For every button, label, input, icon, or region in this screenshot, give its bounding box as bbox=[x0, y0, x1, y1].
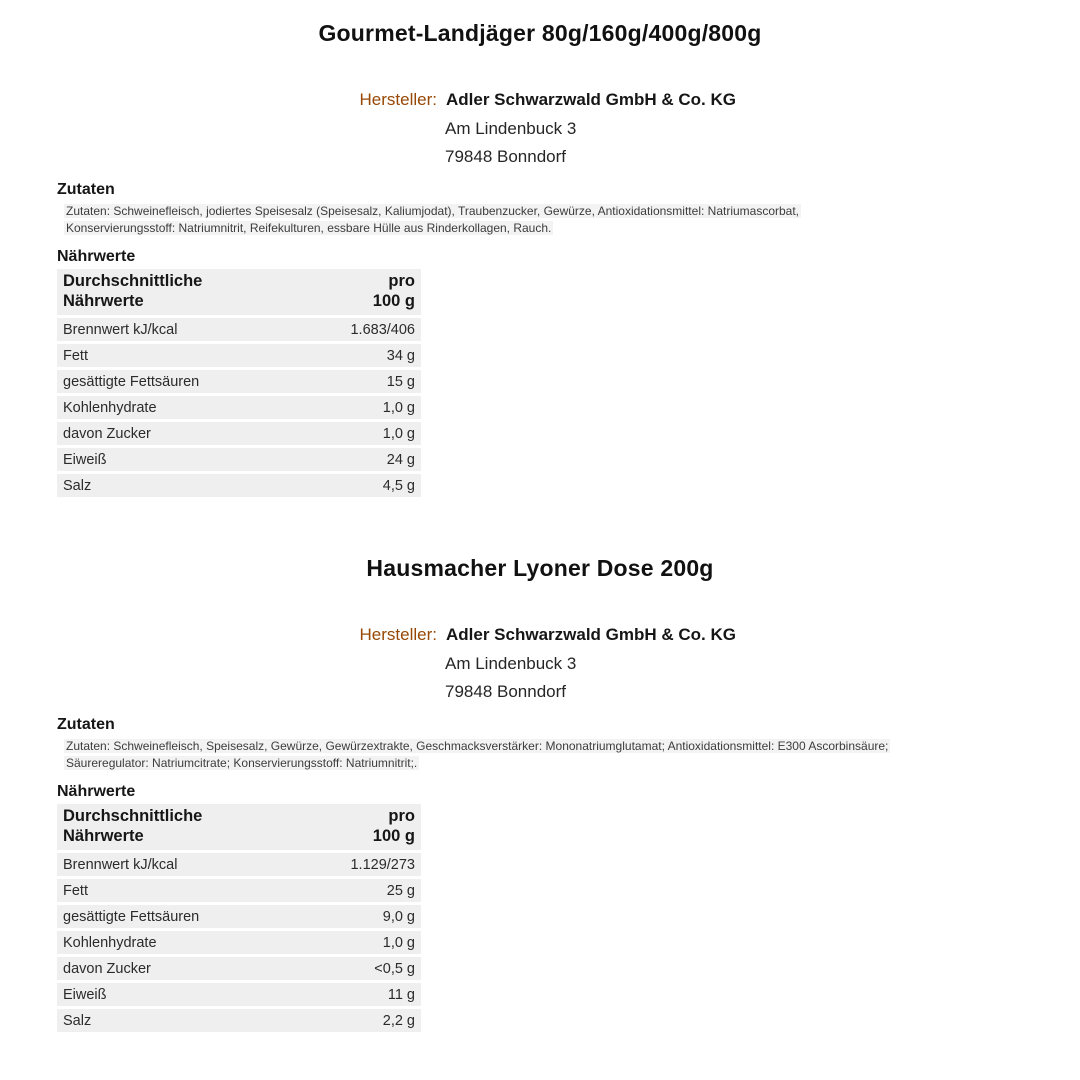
nutrition-row bbox=[57, 931, 421, 954]
nutrient-value: 1.683/406 bbox=[350, 321, 415, 338]
nutrition-row bbox=[57, 1009, 421, 1032]
nutrition-header-right-line1: pro bbox=[388, 272, 415, 290]
nutrition-row bbox=[57, 957, 421, 980]
nutrition-header-left-line2: Nährwerte bbox=[63, 292, 144, 310]
nutrient-value: 15 g bbox=[386, 373, 415, 390]
manufacturer-row bbox=[0, 625, 1080, 649]
nutrient-value: 1.129/273 bbox=[350, 856, 415, 873]
ingredients-line-2: Konservierungsstoff: Natriumnitrit, Reifekulturen, essbare Hülle aus Rinderkollagen, Rauch. bbox=[66, 221, 552, 235]
ingredients-line-1: Zutaten: Schweinefleisch, jodiertes Speisesalz (Speisesalz, Kaliumjodat), Traubenzucker, Gewürze, Antioxidationsmittel: Natriumascorbat, bbox=[66, 204, 800, 218]
nutrient-label: Kohlenhydrate bbox=[63, 399, 157, 416]
product-section-hausmacher-lyoner bbox=[0, 535, 1080, 1070]
nutrient-label: davon Zucker bbox=[63, 960, 151, 977]
nutrition-header-left-line1: Durchschnittliche bbox=[63, 807, 203, 825]
nutrition-table bbox=[57, 269, 421, 500]
manufacturer-row bbox=[0, 90, 1080, 114]
nutrition-table bbox=[57, 804, 421, 1035]
product-section-gourmet-landjaeger bbox=[0, 0, 1080, 535]
manufacturer-street: Am Lindenbuck 3 bbox=[445, 654, 577, 673]
nutrition-header-right-line2: 100 g bbox=[372, 292, 415, 310]
nutrition-heading: Nährwerte bbox=[57, 783, 136, 800]
nutrition-row bbox=[57, 474, 421, 497]
nutrient-value: 11 g bbox=[387, 986, 415, 1003]
nutrition-header-left-line1: Durchschnittliche bbox=[63, 272, 203, 290]
nutrition-header-right bbox=[373, 271, 415, 311]
nutrient-value: 9,0 g bbox=[382, 908, 415, 925]
nutrient-label: Eiweiß bbox=[63, 451, 107, 468]
ingredients-heading: Zutaten bbox=[57, 716, 115, 733]
nutrition-rows bbox=[57, 318, 421, 497]
nutrition-row bbox=[57, 983, 421, 1006]
nutrition-table-header bbox=[57, 269, 421, 315]
nutrient-value: <0,5 g bbox=[374, 960, 415, 977]
nutrient-label: Brennwert kJ/kcal bbox=[63, 321, 178, 338]
nutrient-label: Brennwert kJ/kcal bbox=[63, 856, 178, 873]
nutrient-label: Salz bbox=[63, 477, 92, 494]
nutrition-header-left-line2: Nährwerte bbox=[63, 827, 144, 845]
nutrient-label: Fett bbox=[63, 882, 88, 899]
nutrition-row bbox=[57, 370, 421, 393]
nutrient-label: gesättigte Fettsäuren bbox=[63, 908, 200, 925]
product-title: Hausmacher Lyoner Dose 200g bbox=[366, 555, 714, 581]
nutrient-label: Kohlenhydrate bbox=[63, 934, 157, 951]
nutrient-label: Fett bbox=[63, 347, 88, 364]
manufacturer-street: Am Lindenbuck 3 bbox=[445, 119, 577, 138]
hersteller-label: Hersteller: bbox=[359, 90, 437, 109]
nutrient-value: 2,2 g bbox=[382, 1012, 415, 1029]
nutrition-header-left bbox=[63, 271, 202, 311]
manufacturer-name: Adler Schwarzwald GmbH & Co. KG bbox=[446, 90, 736, 109]
nutrient-value: 1,0 g bbox=[382, 425, 415, 442]
manufacturer-city: 79848 Bonndorf bbox=[445, 147, 566, 166]
manufacturer-city: 79848 Bonndorf bbox=[445, 682, 566, 701]
product-title: Gourmet-Landjäger 80g/160g/400g/800g bbox=[318, 20, 762, 46]
nutrient-value: 4,5 g bbox=[382, 477, 415, 494]
nutrient-value: 25 g bbox=[386, 882, 415, 899]
nutrition-header-right bbox=[373, 806, 415, 846]
nutrient-value: 24 g bbox=[386, 451, 415, 468]
nutrition-table-header bbox=[57, 804, 421, 850]
hersteller-label: Hersteller: bbox=[359, 625, 437, 644]
nutrition-heading: Nährwerte bbox=[57, 248, 136, 265]
nutrition-row bbox=[57, 905, 421, 928]
nutrition-row bbox=[57, 853, 421, 876]
nutrition-row bbox=[57, 422, 421, 445]
nutrient-label: davon Zucker bbox=[63, 425, 151, 442]
manufacturer-name: Adler Schwarzwald GmbH & Co. KG bbox=[446, 625, 736, 644]
nutrition-header-left bbox=[63, 806, 202, 846]
nutrition-header-right-line2: 100 g bbox=[372, 827, 415, 845]
nutrient-value: 1,0 g bbox=[382, 399, 415, 416]
nutrient-value: 34 g bbox=[386, 347, 415, 364]
nutrient-value: 1,0 g bbox=[382, 934, 415, 951]
ingredients-text bbox=[64, 203, 1078, 237]
nutrition-row bbox=[57, 879, 421, 902]
ingredients-line-2: Säureregulator: Natriumcitrate; Konservierungsstoff: Natriumnitrit;. bbox=[66, 756, 418, 770]
nutrition-row bbox=[57, 448, 421, 471]
nutrient-label: gesättigte Fettsäuren bbox=[63, 373, 200, 390]
ingredients-text bbox=[64, 738, 1078, 772]
nutrition-rows bbox=[57, 853, 421, 1032]
nutrition-row bbox=[57, 318, 421, 341]
nutrition-header-right-line1: pro bbox=[388, 807, 415, 825]
ingredients-line-1: Zutaten: Schweinefleisch, Speisesalz, Gewürze, Gewürzextrakte, Geschmacksverstärker: Mononatriumglutamat; Antioxidationsmittel: E300 Ascorbinsäure; bbox=[66, 739, 889, 753]
nutrition-row bbox=[57, 344, 421, 367]
ingredients-heading: Zutaten bbox=[57, 181, 115, 198]
nutrition-row bbox=[57, 396, 421, 419]
nutrient-label: Salz bbox=[63, 1012, 92, 1029]
nutrient-label: Eiweiß bbox=[63, 986, 107, 1003]
